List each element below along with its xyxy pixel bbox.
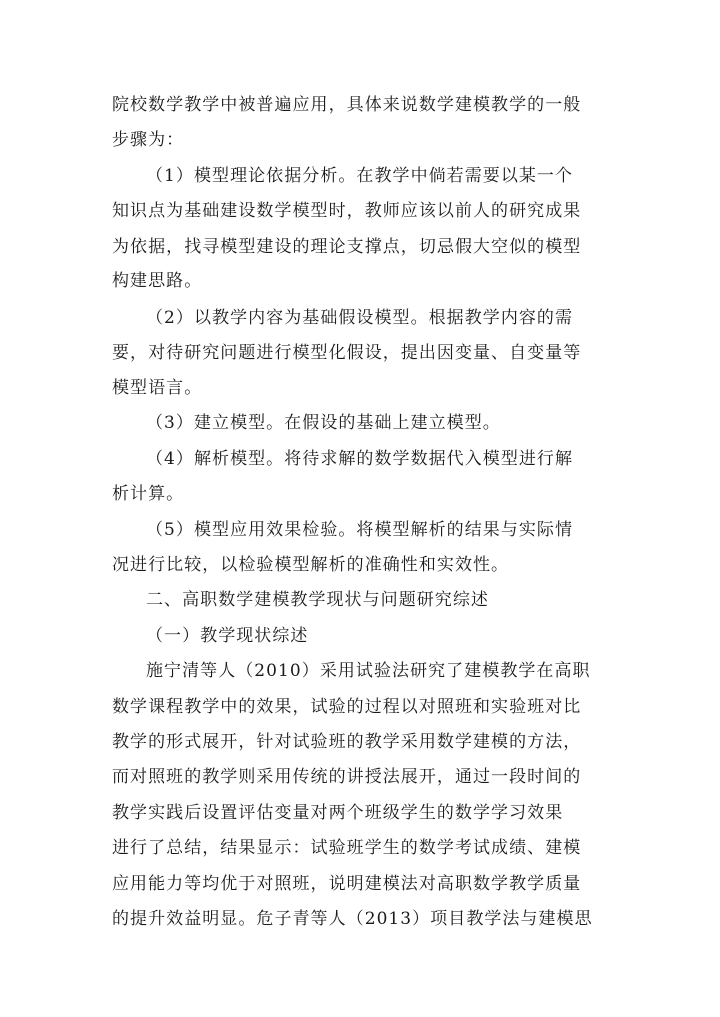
text-line: 数学课程教学中的效果，试验的过程以对照班和实验班对比 — [112, 697, 582, 717]
section-heading: 二、高职数学建模教学现状与问题研究综述 — [146, 590, 489, 610]
text-line: 况进行比较，以检验模型解析的准确性和实效性。 — [112, 555, 510, 575]
text-line: 知识点为基础建设数学模型时，教师应该以前人的研究成果 — [112, 201, 582, 221]
list-item-5: （5）模型应用效果检验。将模型解析的结果与实际情 — [146, 520, 574, 540]
text-line: 构建思路。 — [112, 271, 203, 291]
text-line: 析计算。 — [112, 484, 185, 504]
text-line: 步骤为： — [112, 130, 185, 150]
subsection-heading: （一）教学现状综述 — [146, 626, 309, 646]
list-item-1: （1）模型理论依据分析。在教学中倘若需要以某一个 — [146, 166, 574, 186]
text-line: 应用能力等均优于对照班，说明建模法对高职数学教学质量 — [112, 874, 582, 894]
text-line: 要，对待研究问题进行模型化假设，提出因变量、自变量等 — [112, 343, 582, 363]
text-line: 模型语言。 — [112, 378, 203, 398]
text-line: 进行了总结，结果显示：试验班学生的数学考试成绩、建模 — [112, 838, 582, 858]
paragraph-start: 施宁清等人（2010）采用试验法研究了建模教学在高职 — [146, 661, 591, 681]
list-item-3: （3）建立模型。在假设的基础上建立模型。 — [146, 413, 501, 433]
text-line: 院校数学教学中被普遍应用，具体来说数学建模教学的一般 — [112, 95, 582, 115]
text-line: 教学实践后设置评估变量对两个班级学生的数学学习效果 — [112, 803, 564, 823]
text-line: 教学的形式展开，针对试验班的教学采用数学建模的方法， — [112, 732, 582, 752]
text-line: 而对照班的教学则采用传统的讲授法展开，通过一段时间的 — [112, 767, 582, 787]
text-line: 的提升效益明显。危子青等人（2013）项目教学法与建模思 — [112, 909, 593, 929]
list-item-2: （2）以教学内容为基础假设模型。根据教学内容的需 — [146, 308, 574, 328]
list-item-4: （4）解析模型。将待求解的数学数据代入模型进行解 — [146, 449, 574, 469]
text-line: 为依据，找寻模型建设的理论支撑点，切忌假大空似的模型 — [112, 237, 582, 257]
